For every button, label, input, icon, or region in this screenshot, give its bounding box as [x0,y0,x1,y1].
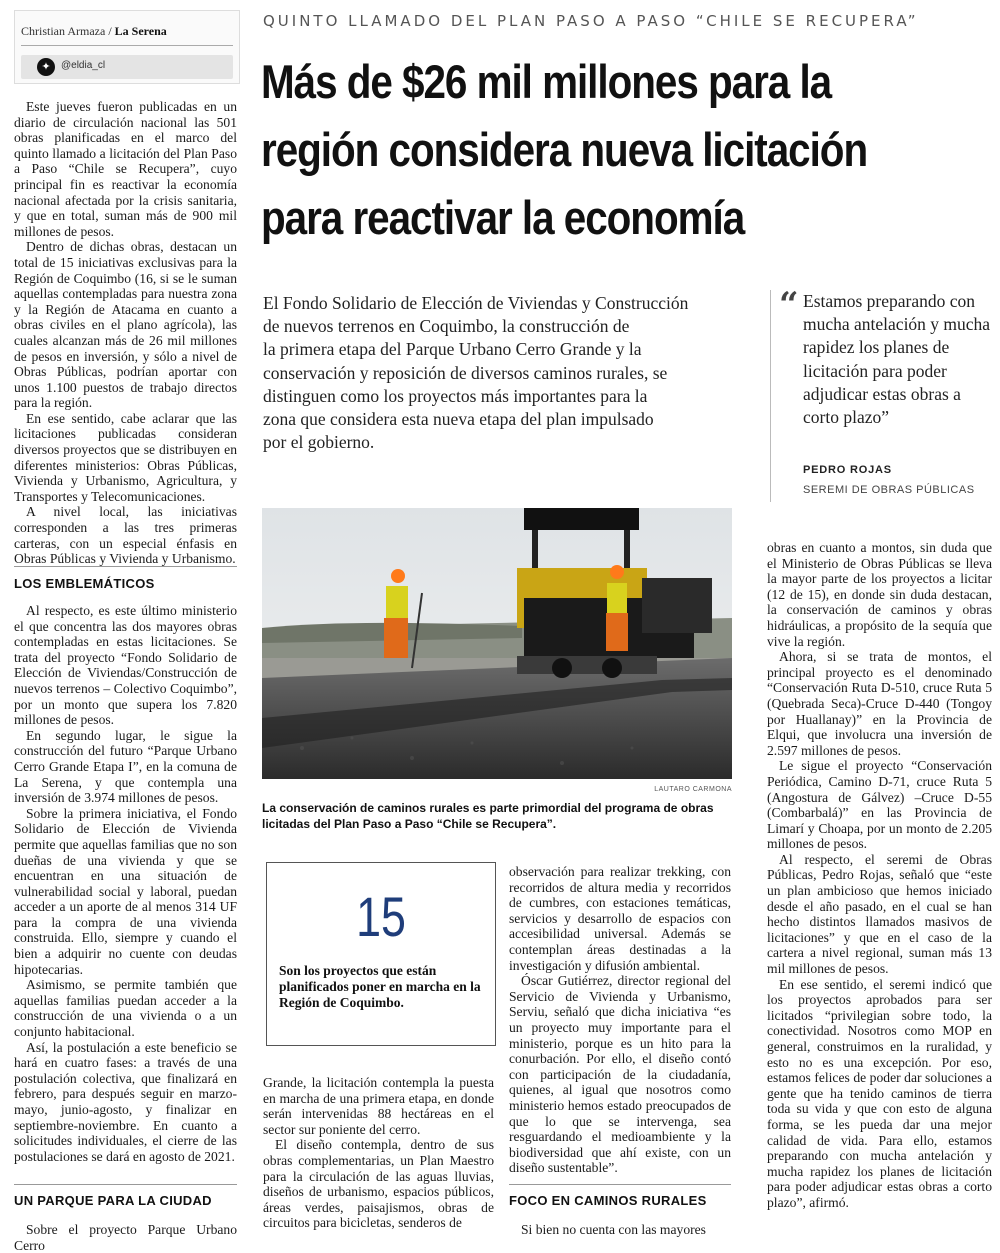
paragraph: Al respecto, es este último ministerio el que concentra las dos mayores obras contempladas en estas licitaciones. Se trata del proyecto “Fondo Solidario de Elección de Viviendas/Construcción de nuevos terrenos – Colectivo Coquimbo”, por un monto que supera los 7.820 millones de pesos. [14,603,237,728]
quote-text: Estamos preparando con mucha antelación y mucha rapidez los planes de licitación para poder adjudicar estas obras a corto plazo” [803,291,991,428]
article-column-1-end [14,1222,237,1253]
paragraph: En ese sentido, el seremi indicó que los proyectos aprobados para ser licitados “privilegian sobre todo, la conectividad. Nosotros como MOP en general, construimos en la ruralidad, y esto no es una excepción. Por eso, estamos felices de poder dar soluciones a gente que ha tenido caminos de tierra toda su vida y que con esto de alguna forma, se les pueda dar una mejor calidad de vida. Para ello, estamos preparando con mucha antelación y mucha rapidez los planes de licitación para poder adjudicar estas obras a corto plazo”, afirmó. [767,976,992,1210]
section-divider [14,566,237,567]
lead-paragraph [263,292,728,454]
lead-line: por el gobierno. [263,432,375,453]
kicker: QUINTO LLAMADO DEL PLAN PASO A PASO “CHILE SE RECUPERA” [263,12,919,30]
paragraph: Asimismo, se permite también que aquellas familias puedan acceder a la construcción de una vivienda o a un conjunto habitacional. [14,977,237,1040]
article-column-1-cont [14,603,237,1164]
paragraph: Grande, la licitación contempla la puesta en marcha de una primera etapa, en donde serán intervenidas 88 hectáreas en el sector sur poniente del cerro. [263,1075,494,1137]
paragraph: Óscar Gutiérrez, director regional del Servicio de Vivienda y Urbanismo, Serviu, señaló que dicha iniciativa “es un proyecto muy importante para el ministerio, porque es un hito para la conurbación. Por ello, el diseño contó con participación de la ciudadanía, quienes, al igual que nosotros como ministerio hemos estado preocupados de que lo que se intervenga, sea resguardando el medioambiente y la biodiversidad que ahí existe, con un diseño sustentable”. [509,973,731,1176]
quote-author: PEDRO ROJAS [803,464,892,476]
quote-mark-icon: “ [779,285,799,325]
byline-author-line [21,17,233,46]
lead-line: la primera etapa del Parque Urbano Cerro Grande y la [263,339,642,360]
byline-city: La Serena [114,24,167,38]
section-heading: LOS EMBLEMÁTICOS [14,576,155,591]
paragraph: Al respecto, el seremi de Obras Públicas, Pedro Rojas, señaló que “este un plan ambicioso que hemos iniciado desde el año pasado, en el cual se han hecho distintos llamados masivos de licitaciones” y que en el caso de la cartera a nivel regional, suman más 13 mil millones de pesos. [767,851,992,977]
byline-box [14,10,240,84]
paragraph: En ese sentido, cabe aclarar que las licitaciones publicadas consideran diversos proyectos que se distribuyen en diferentes ministerios: Obras Públicas, Vivienda y Urbanismo, Agricultura, y Transportes y Telecomunicaciones. [14,410,237,504]
photo-caption: La conservación de caminos rurales es parte primordial del programa de obras licitadas del Plan Paso a Paso “Chile se Recupera”. [262,801,714,831]
paragraph: Sobre el proyecto Parque Urbano Cerro [14,1222,237,1253]
photo-credit: LAUTARO CARMONA [654,786,732,793]
quote-author-role: SEREMI DE OBRAS PÚBLICAS [803,484,975,496]
article-column-4 [767,540,992,1211]
paragraph: Le sigue el proyecto “Conservación Periódica, Camino D-71, cruce Ruta 5 (Angostura de Gálvez) –Cruce D-55 (Combarbalá)” en las Provincia de Limarí y Choapa, por un monto de 2.205 millones de pesos. [767,758,992,852]
photo-illustration [262,508,732,779]
paragraph: observación para realizar trekking, con recorridos de altura media y recorridos de cumbres, con estaciones temáticas, servicios y desarrollo de espacios con accesibilidad universal. Además se contemplan áreas destinadas a la investigación y difusión ambiental. [509,864,731,973]
author-name: Christian Armaza [21,24,106,38]
lead-line: El Fondo Solidario de Elección de Viviendas y Construcción [263,293,689,313]
headline-line: para reactivar la economía [261,191,745,244]
headline-line: Más de $26 mil millones para la [261,55,832,108]
paragraph: Ahora, si se trata de montos, el principal proyecto es el denominado “Conservación Ruta D-510, cruce Ruta 5 (Quebrada Seca)-Cruce D-440 (Tongoy por Huallanay)” en la Provincia de Elqui, que involucra una inversión de 2.597 millones de pesos. [767,649,992,758]
paragraph: Si bien no cuenta con las mayores [521,1222,706,1237]
lead-line: zona que considera esta nueva etapa del plan impulsado [263,409,654,430]
paragraph: Dentro de dichas obras, destacan un total de 15 iniciativas exclusivas para la Región de Coquimbo (16, si se le suman aquellas contempladas para nuestra zona y la Región de Atacama en cuanto a obras civiles en el plano agrícola), las cuales alcanzan más de 26 mil millones de pesos en inversión, y sólo a nivel de Obras Públicas, podrían aportar con unos 1.100 puestos de trabajo directos para la región. [14,239,237,411]
article-column-1 [14,99,237,567]
section-heading: UN PARQUE PARA LA CIUDAD [14,1193,212,1208]
stat-box [266,862,496,1046]
headline-line: región considera nueva licitación [261,123,868,176]
byline-separator: / [108,24,112,38]
section-divider [509,1184,731,1185]
paragraph: Este jueves fueron publicadas en un diario de circulación nacional las 501 obras planificadas en el marco del quinto llamado a licitación del Plan Paso a Paso “Chile se Recupera”, cuyo principal fin es reactivar la economía nacional afectada por la crisis sanitaria, y que en total, suman más de 900 mil millones de pesos. [14,99,237,239]
paragraph: Sobre la primera iniciativa, el Fondo Solidario de Elección de Vivienda permite que aquellas familias que no son dueñas de una vivienda y que se encuentran en una situación de vulnerabilidad social y laboral, puedan acceder a un aporte de al menos 314 UF para la compra de una vivienda construida. Ello, siempre y cuando el bien a adquirir no cuente con deudas hipotecarias. [14,805,237,977]
headline [261,48,1000,252]
article-column-3-end [509,1222,731,1238]
twitter-bar[interactable] [21,55,233,79]
paragraph: El diseño contempla, dentro de sus obras complementarias, un Plan Maestro para la circulación de las aguas lluvias, diseños de urbanismo, espacios públicos, áreas verdes, paisajismos, obras de circuitos para bicicletas, senderos de [263,1137,494,1231]
pull-quote [770,285,996,502]
lead-line: distinguen como los proyectos más importantes para la [263,385,648,406]
lead-line: de nuevos terrenos en Coquimbo, la construcción de [263,316,630,337]
paragraph: Así, la postulación a este beneficio se hará en cuatro fases: a través de una postulación colectiva, que finalizará en febrero, para después seguir en marzo-mayo, junio-agosto, y finalizar en septiembre-noviembre. En cuanto a solicitudes individuales, el cierre de las postulaciones se dará en agosto de 2021. [14,1039,237,1164]
stat-number: 15 [356,885,406,948]
twitter-bird-icon: ✦ [37,58,55,76]
article-column-3 [509,864,731,1176]
paragraph: En segundo lugar, le sigue la construcción del futuro “Parque Urbano Cerro Grande Etapa I”, en la comuna de La Serena, y que contempla una inversión de 3.974 millones de pesos. [14,727,237,806]
paragraph: obras en cuanto a montos, sin duda que el Ministerio de Obras Públicas se lleva la mayor parte de los proyectos a licitar (12 de 15), en donde sin duda destacan, la conservación de caminos y obras hidráulicas, a propósito de la sequía que vive la región. [767,540,992,649]
twitter-handle[interactable]: @eldia_cl [61,60,106,71]
road-paving-photo [262,508,732,779]
paragraph: A nivel local, las iniciativas corresponden a las tres primeras carteras, con un especial énfasis en Obras Públicas y Vivienda y Urbanismo. [14,504,237,567]
section-heading: FOCO EN CAMINOS RURALES [509,1193,707,1208]
section-divider [14,1184,237,1185]
stat-description: Son los proyectos que están planificados poner en marcha en la Región de Coquimbo. [279,963,481,1010]
article-column-2 [263,1075,494,1231]
lead-line: conservación y reposición de diversos caminos rurales, se [263,362,668,383]
